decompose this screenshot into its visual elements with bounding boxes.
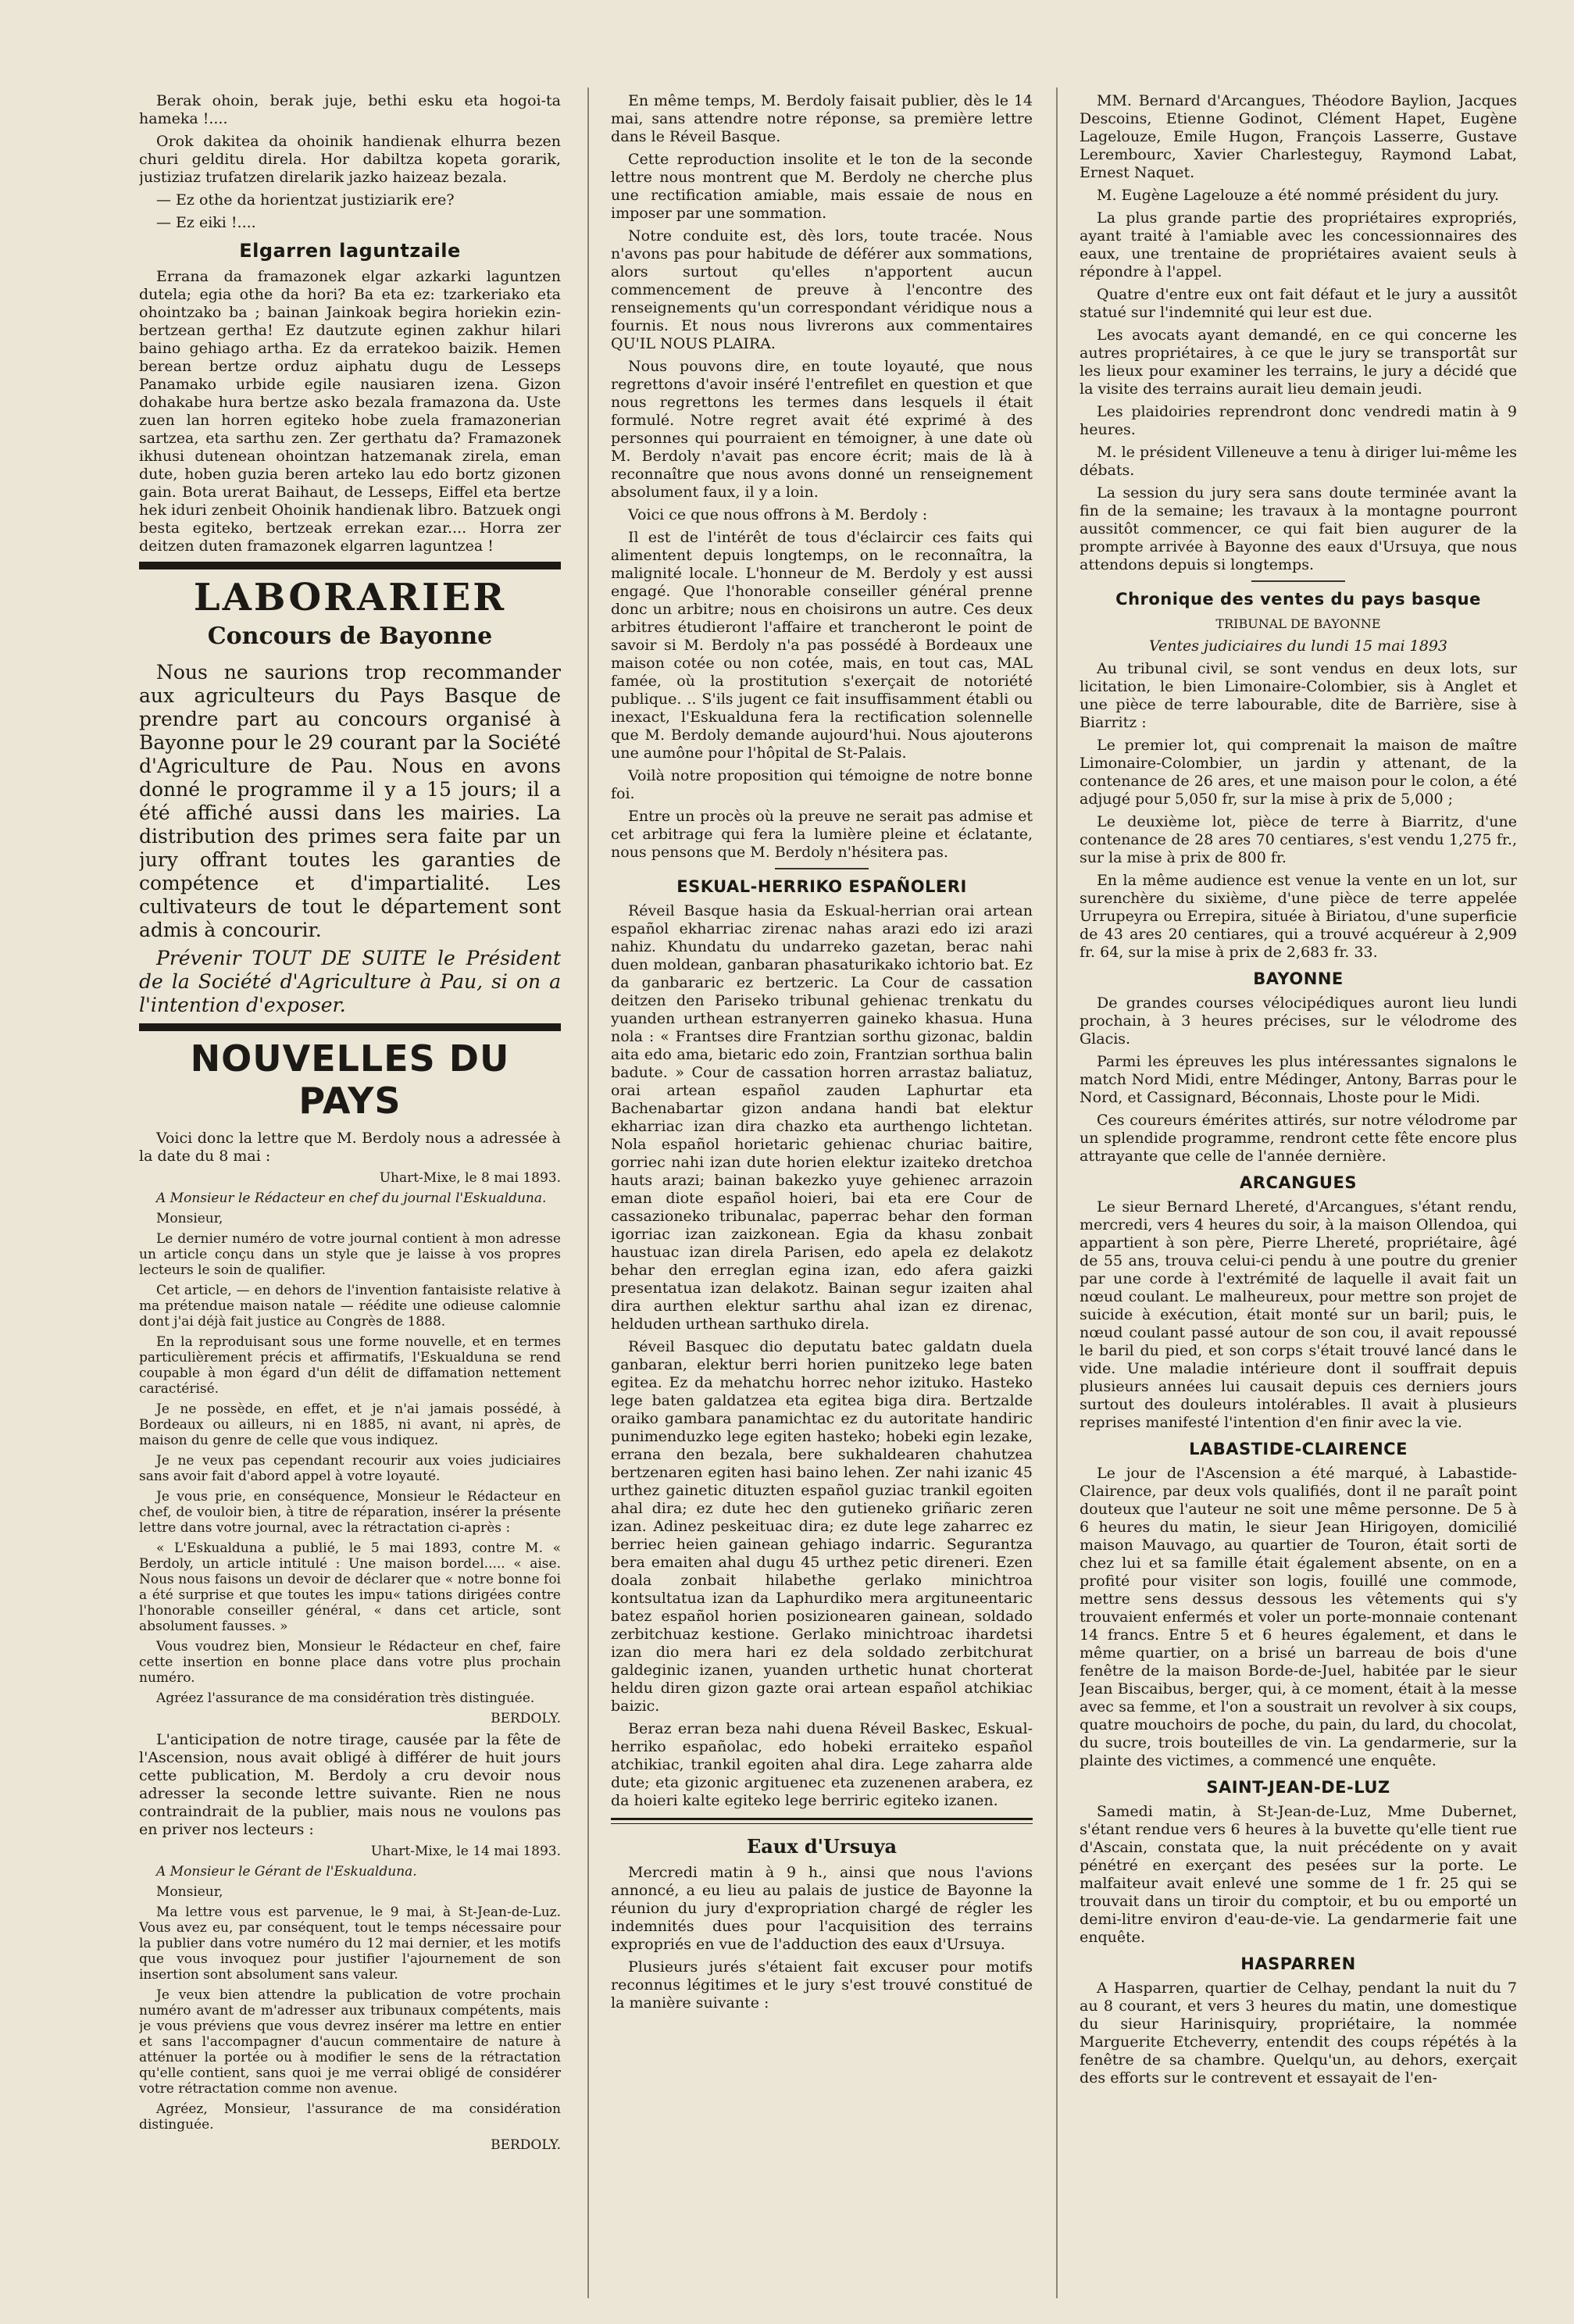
paragraph: En la reproduisant sous une forme nouvelle, et en termes particulièrement précis et affirmatifs, l'Eskualduna se rend coupable à mon égard d'un délit de diffamation nettement caractérisé. — [139, 1334, 561, 1397]
paragraph: A Hasparren, quartier de Celhay, pendant la nuit du 7 au 8 courant, et vers 3 heures du matin, une domestique du sieur Harinisquiry, propriétaire, la nommée Marguerite Etcheverry, entendit des coups répétés à la fenêtre de sa chambre. Quelqu'un, au dehors, exerçait des efforts sur le contrevent et essayait de l'en- — [1080, 1980, 1517, 2087]
paragraph: Nous pouvons dire, en toute loyauté, que nous regrettons d'avoir inséré l'entrefilet en question et que nous regrettons les termes dans lesquels il était formulé. Notre regret avait été exprimé à des personnes qui pourraient en témoigner, à une date où M. Berdoly n'avait pas encore écrit; mais de là à reconnaître que nous avons donné un renseignement absolument faux, il y a loin. — [611, 358, 1033, 501]
paragraph: « L'Eskualduna a publié, le 5 mai 1893, contre M. « Berdoly, un article intitulé : Une maison bordel..... « aise. Nous nous faisons un devoir de déclarer que « notre bonne foi a été surprise et que toutes les impu« tations dirigées contre l'honorable conseiller général, « dans cet article, sont absolument fausses. » — [139, 1540, 561, 1634]
paragraph: Plusieurs jurés s'étaient fait excuser pour motifs reconnus légitimes et le jury s'est trouvé constitué de la manière suivante : — [611, 1958, 1033, 2012]
paragraph: La session du jury sera sans doute terminée avant la fin de la semaine; les travaux à la montagne pourront aussitôt commencer, ce qui fait bien augurer de la prompte arrivée à Bayonne des eaux d'Ursuya, que nous attendons depuis si longtemps. — [1080, 484, 1517, 573]
paragraph: — Ez othe da horientzat justiziarik ere? — [156, 191, 455, 209]
letter-1 — [139, 1170, 561, 1726]
paragraph: Le jour de l'Ascension a été marqué, à Labastide-Clairence, par deux vols qualifiés, dont il ne paraît point douteux que l'auteur ne soit une même personne. De 5 à 6 heures du matin, le sieur Jean Hirigoyen, domicilié maison Mauvago, au quartier de Touron, était sorti de chez lui et sa famille était également absente, on en a profité pour visiter son logis, fouillé une commode, mettre sens dessus dessous les vêtements qui s'y trouvaient enfermés et voler un porte-monnaie contenant 14 francs. Entre 5 et 6 heures également, et dans le même quartier, on a brisé un barreau de bois d'une fenêtre de la maison Borde-de-Juel, habitée par le sieur Jean Biscaibus, berger, qui, à ce moment, était à la messe avec sa femme, et l'on a soustrait un revolver à six coups, quatre mouchoirs de poche, du pain, du lard, du chocolat, du sucre, trois bouteilles de vin. La gendarmerie, sur la plainte des victimes, a commencé une enquête. — [1080, 1465, 1517, 1769]
column-divider — [1056, 87, 1058, 2298]
paragraph: Le sieur Bernard Lhereté, d'Arcangues, s'étant rendu, mercredi, vers 4 heures du soir, à la maison Ollendoa, qui appartient à son père, Pierre Lhereté, propriétaire, âgé de 55 ans, trouva celui-ci pendu à une poutre du grenier par une corde à l'extrémité de laquelle il avait fait un nœud coulant. Le malheureux, pour mettre son projet de suicide à exécution, était monté sur un baril; puis, le nœud coulant passé autour de son cou, il avait repoussé le baril du pied, et son corps s'était trouvé lancé dans le vide. Une maladie intérieure dont il souffrait depuis plusieurs années lui causait depuis ces derniers jours surtout des douleurs intolérables. Il avait à plusieurs reprises manifesté l'intention d'en finir avec la vie. — [1080, 1198, 1517, 1431]
paragraph: Cet article, — en dehors de l'invention fantaisiste relative à ma prétendue maison natale — réédite une odieuse calomnie dont j'ai déjà fait justice au Congrès de 1888. — [139, 1283, 561, 1330]
section-title-arcangues: ARCANGUES — [1240, 1173, 1357, 1192]
paragraph: Je ne possède, en effet, et je n'ai jamais possédé, à Bordeaux ou ailleurs, ni en 1885, ni avant, ni après, de maison du genre de celle que vous indiquez. — [139, 1401, 561, 1448]
short-divider — [1251, 580, 1345, 582]
paragraph: Entre un procès où la preuve ne serait pas admise et cet arbitrage qui fera la lumière pleine et éclatante, nous pensons que M. Berdoly n'hésitera pas. — [611, 808, 1033, 861]
nouvelles-headline: NOUVELLES DU PAYS — [190, 1037, 510, 1122]
paragraph: Orok dakitea da ohoinik handienak elhurra bezen churi gelditu direla. Hor dabiltza kopeta gorarik, justiziaz trufatzen direlarik jazko haizeaz bezala. — [139, 133, 561, 186]
section-title-bayonne: BAYONNE — [1253, 969, 1344, 988]
short-divider — [775, 868, 869, 869]
laborarier-text: Nous ne saurions trop recommander aux agriculteurs du Pays Basque de prendre part au concours organisé à Bayonne pour le 29 courant par la Société d'Agriculture de Pau. Nous en avons donné le programme il y a 15 jours; il a été affiché aussi dans les mairies. La distribution des primes sera faite par un jury offrant toutes les garanties de compétence et d'impartialité. Les cultivateurs de tout le département sont admis à concourir. — [139, 661, 561, 941]
letter-salutation: Monsieur, — [156, 1884, 223, 1900]
paragraph: La plus grande partie des propriétaires expropriés, ayant traité à l'amiable avec les concessionnaires des eaux, une trentaine de propriétaires avaient seuls à répondre à l'appel. — [1080, 209, 1517, 280]
paragraph: Les avocats ayant demandé, en ce qui concerne les autres propriétaires, à ce que le jury se transportât sur les lieux pour examiner les terrains, le jury a décidé que la visite des terrains aurait lieu demain jeudi. — [1080, 327, 1517, 398]
paragraph: Je ne veux pas cependant recourir aux voies judiciaires sans avoir fait d'abord appel à votre loyauté. — [139, 1453, 561, 1484]
paragraph: En la même audience est venue la vente en un lot, sur surenchère du sixième, d'une pièce de terre appelée Urrupeyra ou Errepira, située à Biriatou, d'une superficie de 43 ares 20 centiares, qui a trouvé acquéreur à 2,909 fr. 64, sur la mise à prix de 2,683 fr. 33. — [1080, 872, 1517, 961]
paragraph: Je vous prie, en conséquence, Monsieur le Rédacteur en chef, de vouloir bien, à titre de réparation, insérer la présente lettre dans votre journal, avec la rétractation ci-après : — [139, 1489, 561, 1536]
section-title-eaux: Eaux d'Ursuya — [746, 1835, 898, 1858]
paragraph: Le deuxième lot, pièce de terre à Biarritz, d'une contenance de 28 ares 70 centiares, s'est vendu 1,275 fr., sur la mise à prix de 800 fr. — [1080, 813, 1517, 866]
paragraph: Les plaidoiries reprendront donc vendredi matin à 9 heures. — [1080, 403, 1517, 438]
tribunal-label: TRIBUNAL DE BAYONNE — [1215, 616, 1381, 631]
laborarier-note: Prévenir TOUT DE SUITE le Président de la Société d'Agriculture à Pau, si on a l'intention d'exposer. — [139, 947, 561, 1016]
berdoly-continued — [611, 92, 1033, 862]
section-title-labastide: LABASTIDE-CLAIRENCE — [1189, 1440, 1408, 1458]
jury-text — [1080, 92, 1517, 574]
divider-bar — [139, 562, 561, 569]
saint-jean-article — [1080, 1803, 1517, 1947]
double-divider — [611, 1818, 1033, 1824]
letter-signature: BERDOLY. — [491, 2137, 561, 2153]
paragraph: MM. Bernard d'Arcangues, Théodore Baylion, Jacques Descoins, Etienne Godinot, Clément Hapet, Eugène Lagelouze, Emile Hugon, François Lasserre, Gustave Lerembourc, Xavier Charlesteguy, Raymond Labat, Ernest Naquet. — [1080, 92, 1517, 181]
column-3 — [1080, 92, 1517, 2311]
paragraph: Le dernier numéro de votre journal contient à mon adresse un article conçu dans un style que je laisse à vos propres lecteurs le soin de qualifier. — [139, 1231, 561, 1278]
letter-address: A Monsieur le Rédacteur en chef du journal l'Eskualduna. — [156, 1191, 547, 1206]
letter-signature: BERDOLY. — [491, 1711, 561, 1726]
ventes-label: Ventes judiciaires du lundi 15 mai 1893 — [1148, 637, 1448, 655]
laborarier-headline: LABORARIER — [193, 576, 507, 619]
section-title-eskual: ESKUAL-HERRIKO ESPAÑOLERI — [676, 877, 967, 896]
divider-bar — [139, 1023, 561, 1031]
paragraph: De grandes courses vélocipédiques auront lieu lundi prochain, à 3 heures précises, sur le vélodrome des Glacis. — [1080, 994, 1517, 1048]
paragraph: Voilà notre proposition qui témoigne de notre bonne foi. — [611, 767, 1033, 802]
elgarren-article: Errana da framazonek elgar azkarki laguntzen dutela; egia othe da hori? Ba eta ez: tzarkeriako eta ohointzako ba ; bainan Jainkoak begira horiekin ezin-bertzean gertha! Ez dautzute eginen zakhur hilari baino gehiago artha. Ez da erratekoo baizik. Hemen berean bertze orduz aiphatu dugu de Lesseps Panamako urbide egile nausiaren izena. Gizon dohakabe hura bertze asko bezala framazona da. Uste zuen lan horren egiteko hobe zuela framazonerian sartzea, eta sarthu zen. Zer gerthatu da? Framazonek ikhusi dutenean ohointzan hatzemanak zirela, eman dute, hoben guzia beren arteko lau edo bortz gizonen gain. Bota urerat Baihaut, de Lesseps, Eiffel eta bertze hek iduri zenbeit Ohoinik handienak libro. Batzuek ongi besta egiteko, bertzeak errekan ezar.... Horra zer deitzen duten framazonek elgarren laguntzea ! — [139, 268, 561, 555]
section-title-elgarren: Elgarren laguntzaile — [239, 240, 461, 262]
hasparren-article — [1080, 1980, 1517, 2087]
column-divider — [587, 87, 589, 2298]
letter-salutation: Monsieur, — [156, 1211, 223, 1226]
bayonne-article — [1080, 994, 1517, 1166]
column-1 — [139, 92, 561, 2311]
paragraph: Quatre d'entre eux ont fait défaut et le jury a aussitôt statué sur l'indemnité qui leur est due. — [1080, 286, 1517, 321]
paragraph: Il est de l'intérêt de tous d'éclaircir ces faits qui alimentent depuis longtemps, on le reconnaîtra, la malignité locale. L'honneur de M. Berdoly y est aussi engagé. Que l'honorable conseiller général prenne donc un arbitre; nous en choisirons un autre. Ces deux arbitres étudieront l'affaire et trancheront le point de savoir si M. Berdoly n'a pas possédé à Bordeaux une maison cotée ou non cotée, mais, en tout cas, MAL famée, où la prostitution s'exerçait de notoriété publique. .. S'ils jugent ce fait insuffisamment établi ou inexact, l'Eskualduna fera la rectification solennelle que M. Berdoly demande aujourd'hui. Nous ajouterons une aumône pour l'hôpital de St-Palais. — [611, 529, 1033, 762]
paragraph: Samedi matin, à St-Jean-de-Luz, Mme Dubernet, s'étant rendue vers 6 heures à la buvette qu'elle tient rue d'Ascain, constata que, la nuit précédente on y avait pénétré en exerçant des pesées sur la porte. Le malfaiteur avait enlevé une somme de 1 fr. 25 qui se trouvait dans un tiroir du comptoir, et bu ou emporté un demi-litre environ d'eau-de-vie. La gendarmerie fait une enquête. — [1080, 1803, 1517, 1946]
eskual-article — [611, 902, 1033, 1810]
paragraph: Parmi les épreuves les plus intéressantes signalons le match Nord Midi, entre Médinger, Antony, Barras pour le Nord, et Cassignard, Béconnais, Lhoste pour le Midi. — [1080, 1053, 1517, 1106]
paragraph: Agréez l'assurance de ma considération très distinguée. — [156, 1690, 535, 1706]
paragraph: Je veux bien attendre la publication de votre prochain numéro avant de m'adresser aux tribunaux compétents, mais je vous préviens que vous devrez insérer ma lettre en entier et sans l'accompagner d'aucun commentaire de nature à atténuer la portée ou à modifier le sens de la rétractation qu'elle contient, sans quoi je me verrai obligé de considérer votre rétractation comme non avenue. — [139, 1987, 561, 2097]
paragraph: Voici ce que nous offrons à M. Berdoly : — [628, 506, 928, 523]
paragraph: Ces coureurs émérites attirés, sur notre vélodrome par un splendide programme, rendront cette fête encore plus attrayante que celle de l'année dernière. — [1080, 1112, 1517, 1165]
column-2 — [611, 92, 1033, 2311]
labastide-article — [1080, 1465, 1517, 1770]
paragraph: Au tribunal civil, se sont vendus en deux lots, sur licitation, le bien Limonaire-Colombier, sis à Anglet et une pièce de terre labourable, dite de Barrière, sise à Biarritz : — [1080, 660, 1517, 731]
paragraph: Berak ohoin, berak juje, bethi esku eta hogoi-ta hameka !.... — [139, 92, 561, 127]
basque-intro-text — [139, 92, 561, 232]
paragraph: Cette reproduction insolite et le ton de la seconde lettre nous montrent que M. Berdoly ne cherche plus une rectification amiable, mais essaie de nous en imposer par une sommation. — [611, 151, 1033, 222]
paragraph: Beraz erran beza nahi duena Réveil Baskec, Eskual-herriko españolac, edo hobeki erraiteko español atchikiac, trankil egoiten ahal dira. Lege zaharra alde dute; eta gizonic argituenec eta zuzenenen arabera, ez da hoieri kalte egiteko lege berriric egiteko izanen. — [611, 1720, 1033, 1809]
section-title-saint-jean: SAINT-JEAN-DE-LUZ — [1206, 1778, 1390, 1797]
laborarier-article — [139, 661, 561, 1017]
paragraph: — Ez eiki !.... — [156, 214, 256, 231]
section-title-hasparren: HASPARREN — [1240, 1955, 1356, 1973]
paragraph: M. Eugène Lagelouze a été nommé président du jury. — [1097, 187, 1500, 204]
letter-address: A Monsieur le Gérant de l'Eskualduna. — [156, 1864, 417, 1880]
eaux-article — [611, 1864, 1033, 2012]
concours-subheadline: Concours de Bayonne — [207, 623, 493, 650]
paragraph: L'anticipation de notre tirage, causée par la fête de l'Ascension, nous avait obligé à différer de huit jours cette publication, M. Berdoly a cru devoir nous adresser la seconde lettre suivante. Rien ne nous contraindrait de la publier, mais nous ne voulons pas en priver nos lecteurs : — [139, 1731, 561, 1838]
letter-2 — [139, 1844, 561, 2153]
paragraph: Agréez, Monsieur, l'assurance de ma considération distinguée. — [139, 2101, 561, 2133]
paragraph: Vous voudrez bien, Monsieur le Rédacteur en chef, faire cette insertion en bonne place dans votre plus prochain numéro. — [139, 1639, 561, 1686]
mid-text — [139, 1731, 561, 1839]
paragraph: Le premier lot, qui comprenait la maison de maître Limonaire-Colombier, un jardin y attenant, de la contenance de 26 ares, et une maison pour le colon, a été adjugé pour 5,050 fr, sur la mise à prix de 5,000 ; — [1080, 737, 1517, 808]
paragraph: Ma lettre vous est parvenue, le 9 mai, à St-Jean-de-Luz. Vous avez eu, par conséquent, tout le temps nécessaire pour la publier dans votre numéro du 12 mai dernier, et les motifs que vous invoquez pour justifier l'ajournement de son insertion sont absolument sans valeur. — [139, 1905, 561, 1983]
paragraph: Mercredi matin à 9 h., ainsi que nous l'avions annoncé, a eu lieu au palais de justice de Bayonne la réunion du jury d'expropriation chargé de régler les indemnités dues pour l'acquisition des terrains expropriés en vue de l'adduction des eaux d'Ursuya. — [611, 1864, 1033, 1953]
paragraph: Réveil Basquec dio deputatu batec galdatn duela ganbaran, elektur berri horien punitzeko lege baten egitea. Ez da mehatchu horrec nehor izituko. Hasteko lege baten galdatzea eta egitea biga dira. Bertzalde oraiko gambara panamichtac ez du autoritate handiric punimenduzko lege egiten hasteko; hobeki egin lezake, errana den bezala, bere sukhaldearen chahutzea bertzenaren egiten hasi baino lehen. Zer nahi izanic 45 urthez gainetic dituzten español guziac trankil egoiten ahal dira; ez dute hec den gutieneko griñaric zeren izan. Adinez peskeituac dira; ez dute lege zaharrec ez berriec heien gainean gehiago indarric. Segurantza bera emaiten ahal dugu 45 urthez petic direneri. Ezen doala zonbait hilabethe gerlako minichtroa kontsultatua izan da Laphurdiko mera argituneentaric batez español horien posizionearen gainean, soldado zerbitchuaz kestione. Gerlako minichtroac ihardetsi izan dio mera hari ez dela soldado zerbitchurat galdeginic izanen, yuanden urthetic hunat chorterat heldu diren gizon gazte orai artean español atchikiac baizic. — [611, 1338, 1033, 1715]
paragraph: Notre conduite est, dès lors, toute tracée. Nous n'avons pas pour habitude de déférer aux sommations, alors surtout qu'elles n'apportent aucun commencement de preuve à l'encontre des renseignements qu'un correspondant véridique nous a fournis. Et nous nous livrerons aux commentaires QU'IL NOUS PLAIRA. — [611, 227, 1033, 352]
nouvelles-intro: Voici donc la lettre que M. Berdoly nous a adressée à la date du 8 mai : — [139, 1130, 561, 1165]
letter-place-date: Uhart-Mixe, le 14 mai 1893. — [370, 1844, 561, 1859]
paragraph: En même temps, M. Berdoly faisait publier, dès le 14 mai, sans attendre notre réponse, sa première lettre dans le Réveil Basque. — [611, 92, 1033, 145]
arcangues-article — [1080, 1198, 1517, 1432]
letter-place-date: Uhart-Mixe, le 8 mai 1893. — [379, 1170, 561, 1186]
paragraph: Réveil Basque hasia da Eskual-herrian orai artean español ekharriac zirenac nahas arazi edo izi arazi nahiz. Khundatu du undarreko gazetan, berac nahi duen moldean, ganbaran phasaturikako ichtorio bat. Ez da ganbararic ez bertzeric. La Cour de cassation deitzen den Pariseko tribunal gehienac trenkatu du yuanden urthean estranyerren gaineko khasua. Huna nola : « Frantses dire Frantzian sorthu gizonac, baldin aita edo ama, bietaric edo zoin, Frantzian sorthua balin badute. » Cour de cassation horren arrastaz baliatuz, orai artean español zauden Laphurtar eta Bachenabartar gizon andana handi bat elektur ekharriac izan dira chazko eta aurthengo lichtetan. Nola español horietaric gehienac churiac baitire, gorriec nahi izan dute horien elektur izaiteko dretchoa hauts arazi; bainan bakezko yuye gehienec arrazoin eman diote español hoieri, bai eta ere Cour de cassazioneko tribunalac, paperrac behar den forman igorriac izan zaizkonean. Egia da khasu zonbait haustuac izan direla Parisen, edo apela ez delakotz behar den erreglan egina izan, edo afera gaizki presentatua izan delakotz. Bainan segur izaiten ahal dira aurthen elektur sarthu ahal izan ez direnac, helduden urthean sarthuko direla. — [611, 902, 1033, 1333]
chronique-article — [1080, 660, 1517, 962]
paragraph: M. le président Villeneuve a tenu à diriger lui-même les débats. — [1080, 444, 1517, 479]
section-title-chronique: Chronique des ventes du pays basque — [1115, 590, 1481, 609]
